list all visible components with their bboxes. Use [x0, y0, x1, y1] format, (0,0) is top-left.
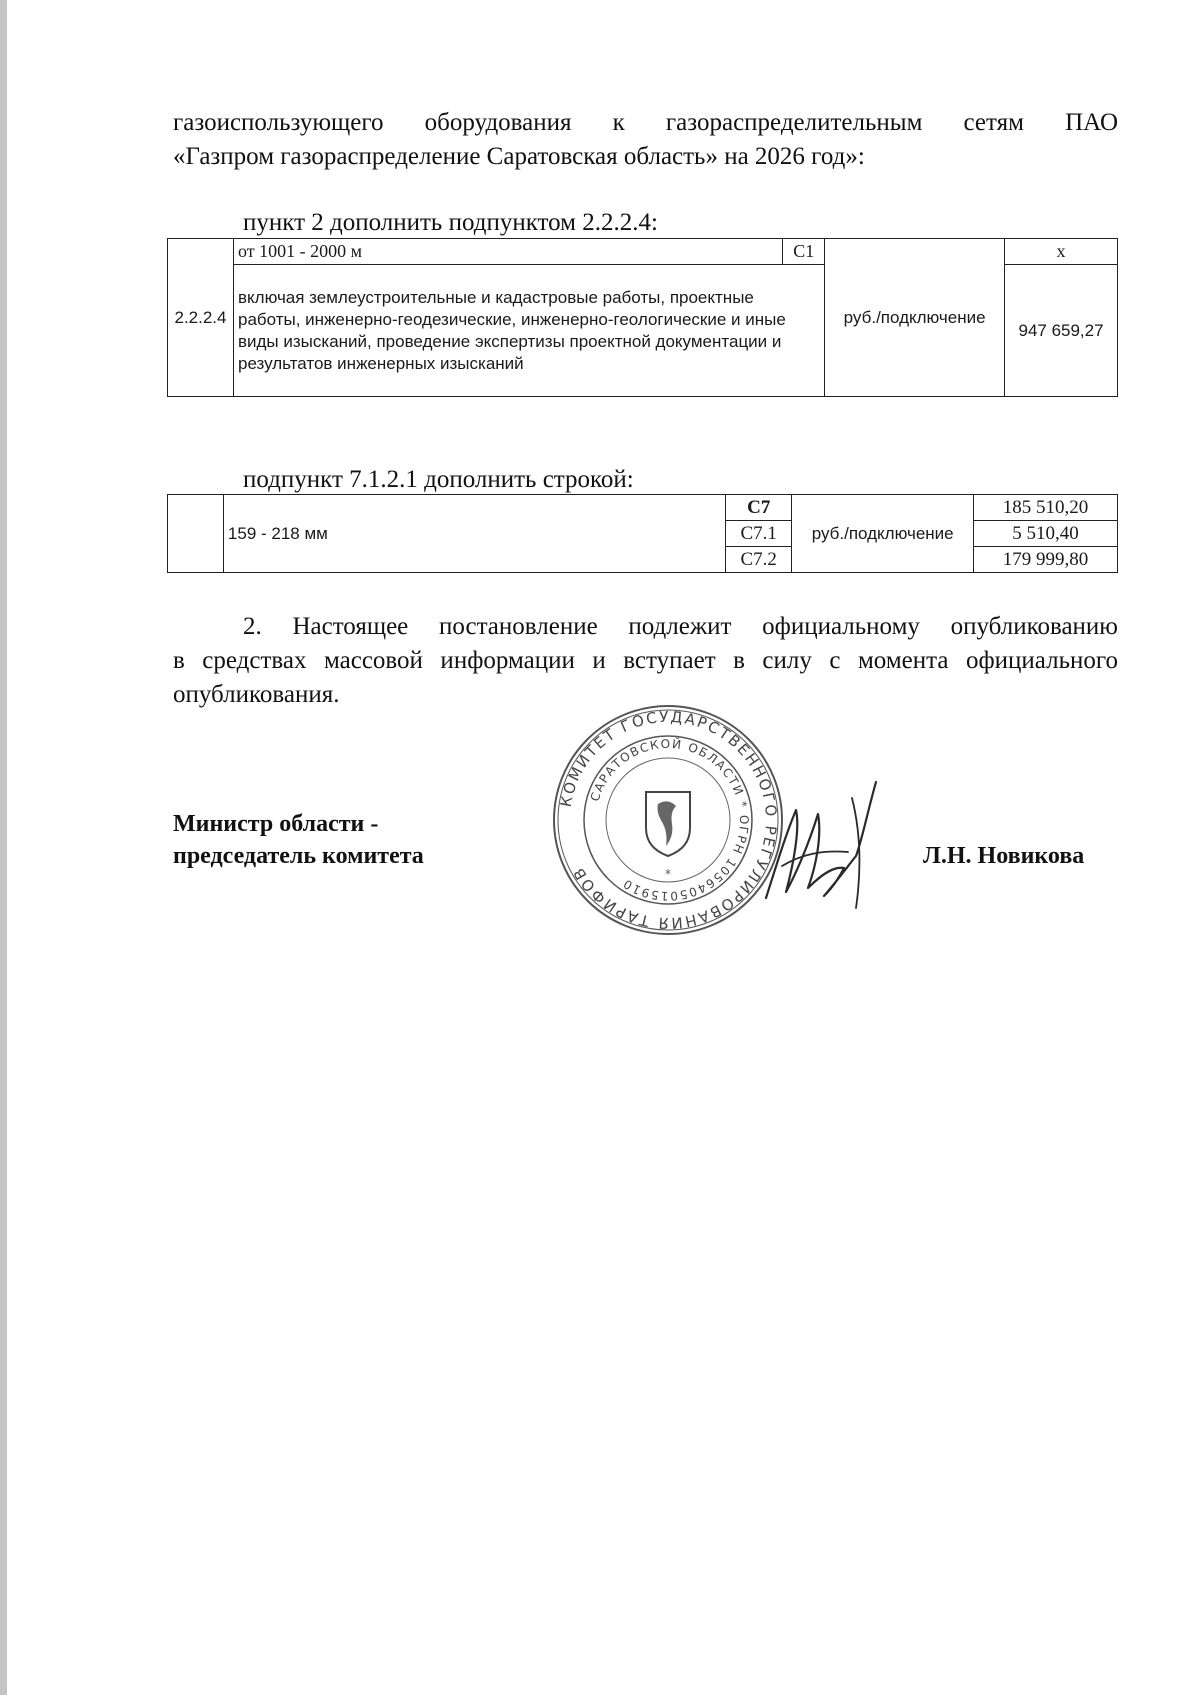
x-mark-cell: х	[1005, 239, 1118, 265]
signatory-title-1: Министр области -	[173, 811, 379, 837]
table-row	[168, 239, 1118, 265]
empty-code-cell	[168, 495, 224, 573]
description-cell: включая землеустроительные и кадастровые работы, проектные работы, инженерно-геодезические, инженерно-геологические и иные виды изысканий, проведение экспертизы проектной документации и результатов инженерных изысканий	[233, 265, 824, 397]
value-cell: 179 999,80	[974, 547, 1118, 573]
range-cell: от 1001 - 2000 м	[233, 239, 782, 265]
tariff-table-2	[167, 494, 1118, 573]
page-edge	[0, 0, 7, 1695]
clause2-line-2: в средствах массовой информации и вступает в силу с момента официального	[173, 647, 1118, 674]
signatory-name: Л.Н. Новикова	[923, 843, 1085, 869]
code-cell: С7	[726, 495, 792, 521]
table-row	[168, 495, 1118, 521]
value-cell: 947 659,27	[1005, 265, 1118, 397]
unit-cell: руб./подключение	[825, 239, 1005, 397]
svg-text:*: *	[665, 867, 671, 881]
handwritten-signature	[752, 770, 882, 920]
intro-line-2: «Газпром газораспределение Саратовская область» на 2026 год»:	[173, 143, 865, 170]
intro-line-1: газоиспользующего оборудования к газораспределительным сетям ПАО	[173, 109, 1118, 136]
signatory-title-2: председатель комитета	[173, 843, 424, 869]
category-cell: С1	[783, 239, 825, 265]
clause2-line-1: 2. Настоящее постановление подлежит официальному опубликованию	[243, 613, 1118, 640]
section2-lead: подпункт 7.1.2.1 дополнить строкой:	[243, 466, 634, 493]
stamp-outer-text: КОМИТЕТ ГОСУДАРСТВЕННОГО РЕГУЛИРОВАНИЯ ТАРИФОВ	[556, 707, 781, 933]
stamp-inner-text: САРАТОВСКОЙ ОБЛАСТИ * ОГРН 1056405015910	[587, 736, 752, 904]
tariff-table-1	[167, 238, 1118, 397]
code-cell: С7.2	[726, 547, 792, 573]
unit-cell: руб./подключение	[792, 495, 974, 573]
value-cell: 5 510,40	[974, 521, 1118, 547]
section1-lead: пункт 2 дополнить подпунктом 2.2.2.4:	[243, 209, 658, 236]
code-cell: С7.1	[726, 521, 792, 547]
clause2-line-3: опубликования.	[173, 681, 340, 708]
value-cell: 185 510,20	[974, 495, 1118, 521]
row-code-cell: 2.2.2.4	[168, 239, 234, 397]
diameter-cell: 159 - 218 мм	[223, 495, 725, 573]
